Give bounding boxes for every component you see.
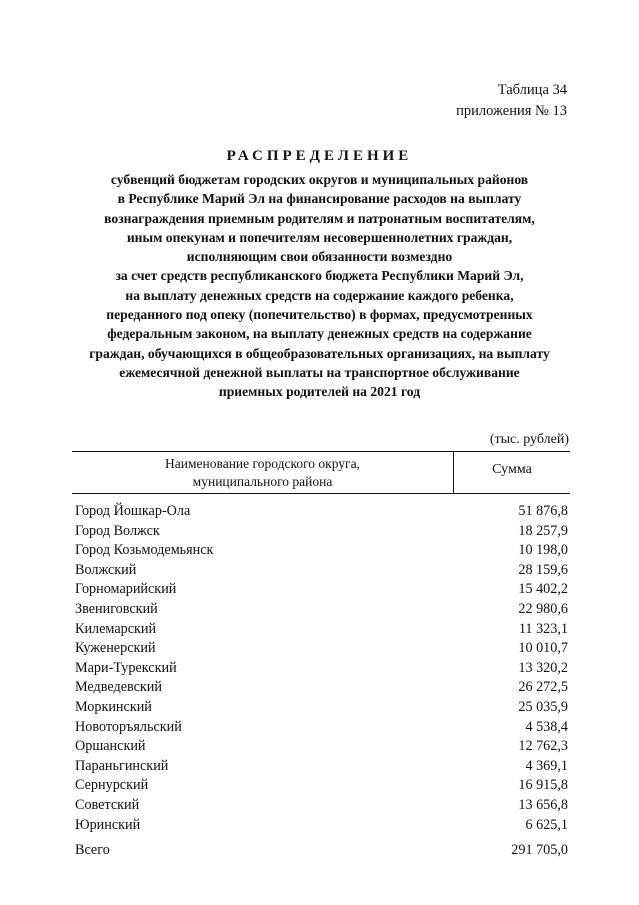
district-sum: 13 320,2 (518, 659, 568, 676)
district-name: Куженерский (75, 640, 156, 657)
district-sum: 4 538,4 (525, 718, 568, 735)
table-body (72, 502, 570, 835)
district-name: Моркинский (75, 698, 152, 715)
total-row (72, 840, 570, 860)
subtitle-line: субвенций бюджетам городских округов и муниципальных районов (110, 172, 529, 187)
subtitle-line: ежемесячной денежной выплаты на транспортное обслуживание (119, 364, 520, 380)
district-name: Параньгинский (75, 757, 169, 774)
district-sum: 26 272,5 (518, 679, 568, 696)
district-name: Оршанский (75, 738, 146, 755)
table-row (72, 580, 570, 600)
table-row (72, 541, 570, 561)
district-name: Город Йошкар-Ола (75, 503, 191, 519)
district-sum: 15 402,2 (518, 581, 568, 598)
district-name: Сернурский (75, 777, 149, 794)
district-sum: 10 198,0 (518, 542, 568, 559)
district-name: Мари-Турекский (75, 659, 177, 676)
table-row (72, 776, 570, 796)
district-name: Новоторъяльский (75, 718, 182, 735)
table-row (72, 620, 570, 640)
header-sum-column: Сумма (492, 462, 532, 477)
table-row (72, 502, 570, 522)
total-label: Всего (75, 842, 110, 859)
district-sum: 51 876,8 (518, 503, 568, 519)
district-name: Город Волжск (75, 522, 160, 539)
table-row (72, 796, 570, 816)
district-name: Советский (75, 796, 140, 813)
district-sum: 25 035,9 (518, 698, 568, 715)
subtitle-line: федеральным законом, на выплату денежных средств на содержание (107, 326, 532, 342)
district-sum: 11 323,1 (518, 620, 568, 637)
table-row (72, 522, 570, 542)
table-row (72, 757, 570, 777)
district-sum: 4 369,1 (525, 757, 568, 774)
district-sum: 10 010,7 (518, 640, 568, 657)
district-name: Звениговский (75, 600, 158, 617)
appendix-number: приложения № 13 (456, 103, 567, 119)
subtitle-line: иным опекунам и попечителям несовершеннолетних граждан, (126, 229, 513, 245)
table-row (72, 678, 570, 698)
district-name: Юринский (75, 816, 141, 833)
subtitle-line: на выплату денежных средств на содержание каждого ребенка, (125, 287, 514, 303)
district-name: Волжский (75, 561, 137, 578)
units-label: (тыс. рублей) (489, 432, 569, 447)
table-row (72, 698, 570, 718)
district-sum: 18 257,9 (518, 522, 568, 539)
subtitle-line: вознаграждения приемным родителям и патронатным воспитателям, (104, 210, 535, 226)
district-sum: 6 625,1 (525, 816, 568, 833)
district-name: Город Козьмодемьянск (75, 542, 214, 559)
table-reference (456, 80, 567, 122)
total-sum: 291 705,0 (511, 842, 568, 859)
table-row (72, 639, 570, 659)
district-name: Горномарийский (75, 581, 177, 598)
header-name-line: Наименование городского округа, (165, 456, 360, 471)
table-row (72, 561, 570, 581)
table-number: Таблица 34 (497, 82, 567, 98)
table-header (72, 451, 570, 494)
subtitle-line: граждан, обучающихся в общеобразовательных организациях, на выплату (89, 345, 550, 361)
district-sum: 12 762,3 (518, 738, 568, 755)
district-sum: 22 980,6 (518, 600, 568, 617)
district-name: Медведевский (75, 679, 162, 696)
table-row (72, 659, 570, 679)
table-row (72, 718, 570, 738)
subtitle-line: переданного под опеку (попечительство) в формах, предусмотренных (106, 307, 533, 323)
table-row (72, 737, 570, 757)
district-name: Килемарский (75, 620, 157, 637)
document-subtitle (60, 170, 579, 402)
distribution-table (72, 451, 570, 860)
header-name-line: муниципального района (192, 474, 333, 489)
district-sum: 28 159,6 (518, 561, 568, 578)
subtitle-line: приемных родителей на 2021 год (218, 384, 421, 400)
subtitle-line: в Республике Марий Эл на финансирование расходов на выплату (117, 191, 522, 207)
header-name-column (72, 452, 454, 493)
table-row (72, 816, 570, 836)
document-title: РАСПРЕДЕЛЕНИЕ (226, 148, 413, 164)
subtitle-line: за счет средств республиканского бюджета Республики Марий Эл, (115, 268, 524, 284)
district-sum: 13 656,8 (518, 796, 568, 813)
district-sum: 16 915,8 (518, 777, 568, 794)
table-row (72, 600, 570, 620)
subtitle-line: исполняющим свои обязанности возмездно (186, 249, 453, 265)
